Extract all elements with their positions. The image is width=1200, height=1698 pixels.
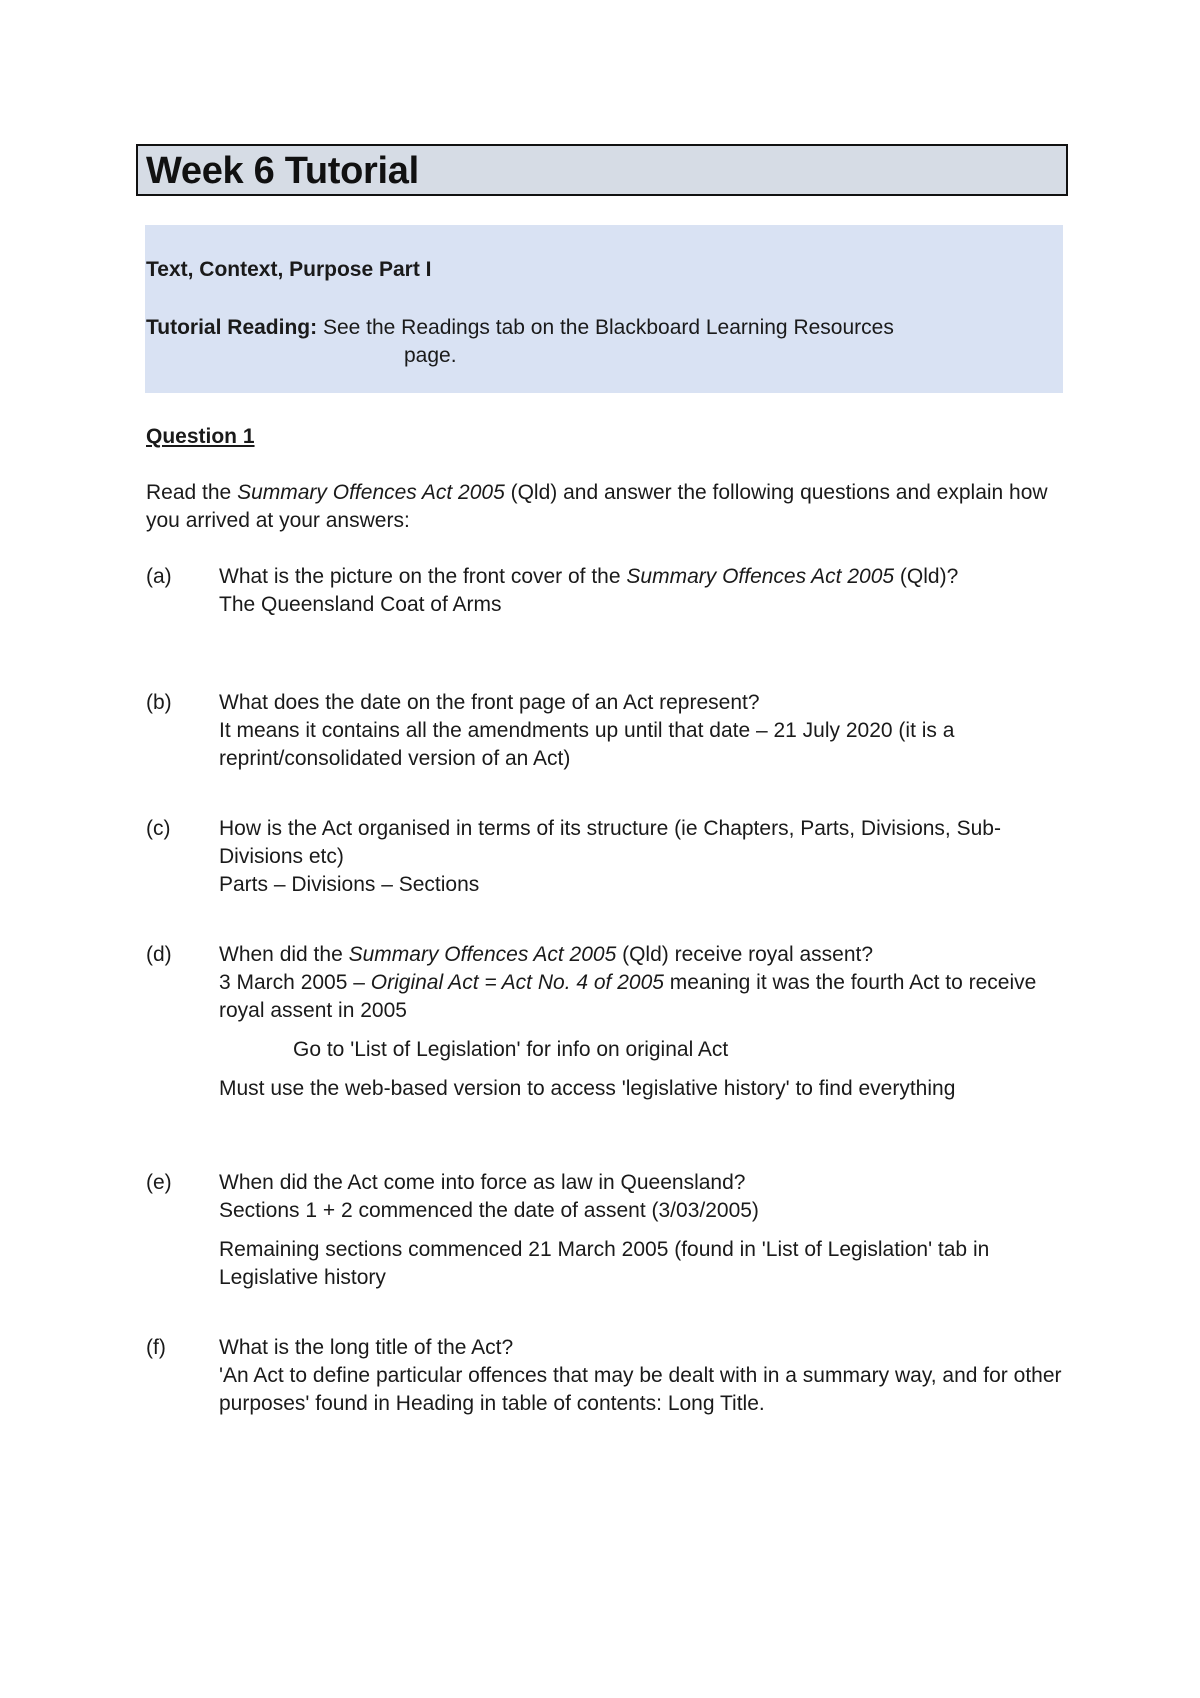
item-letter: (e) (146, 1171, 172, 1194)
item-question: What does the date on the front page of an Act represent? (219, 691, 760, 714)
intro-text: Read the (146, 481, 238, 504)
item-body (219, 941, 1064, 1103)
item-letter: (c) (146, 817, 171, 840)
title-box (136, 144, 1068, 196)
item-extra: Remaining sections commenced 21 March 2005 (found in 'List of Legislation' tab in Legislative history (219, 1238, 990, 1289)
item-body (219, 815, 1064, 899)
item-question: How is the Act organised in terms of its structure (ie Chapters, Parts, Divisions, Sub-Divisions etc) (219, 817, 1001, 868)
reading-text-continued: page. (404, 344, 457, 367)
item-question: When did the Act come into force as law in Queensland? (219, 1171, 746, 1194)
question-text-end: (Qld)? (894, 565, 959, 588)
question-text-end: (Qld) receive royal assent? (616, 943, 874, 966)
item-body (219, 689, 1064, 773)
item-answer (219, 969, 1064, 1025)
original-act-note: Original Act = Act No. 4 of 2005 (370, 971, 664, 994)
question-text: What is the picture on the front cover of the (219, 565, 627, 588)
item-question (219, 941, 1064, 969)
item-body (219, 563, 1064, 619)
item-letter: (b) (146, 691, 172, 714)
answer-text-end: meaning it was the fourth Act to receive royal assent in 2005 (219, 971, 1037, 1022)
item-answer: It means it contains all the amendments up until that date – 21 July 2020 (it is a reprint/consolidated version of an Act) (219, 719, 955, 770)
section-subtitle: Text, Context, Purpose Part I (146, 258, 432, 281)
act-title: Summary Offences Act 2005 (348, 943, 617, 966)
item-note: Go to 'List of Legislation' for info on original Act (293, 1038, 729, 1061)
page-title: Week 6 Tutorial (146, 150, 419, 192)
act-title: Summary Offences Act 2005 (237, 481, 505, 504)
reading-label: Tutorial Reading: (146, 316, 318, 339)
item-answer: 'An Act to define particular offences that may be dealt with in a summary way, and for other purposes' found in Heading in table of contents: Long Title. (219, 1364, 1062, 1415)
item-letter: (a) (146, 565, 172, 588)
reading-text: See the Readings tab on the Blackboard Learning Resources (317, 316, 894, 339)
item-answer: The Queensland Coat of Arms (219, 593, 502, 616)
item-body (219, 1169, 1064, 1292)
info-box (145, 225, 1063, 393)
answer-text: 3 March 2005 – (219, 971, 371, 994)
item-question: What is the long title of the Act? (219, 1336, 514, 1359)
item-extra: Must use the web-based version to access 'legislative history' to find everything (219, 1077, 956, 1100)
question-text: When did the (219, 943, 349, 966)
item-answer: Sections 1 + 2 commenced the date of assent (3/03/2005) (219, 1199, 759, 1222)
question-intro (146, 479, 1066, 535)
item-answer: Parts – Divisions – Sections (219, 873, 480, 896)
act-title: Summary Offences Act 2005 (626, 565, 895, 588)
question-heading: Question 1 (146, 425, 255, 448)
tutorial-reading (146, 314, 1056, 370)
intro-text-end: (Qld) and answer the following questions and explain how you arrived at your answers: (146, 481, 1048, 532)
item-body (219, 1334, 1064, 1418)
item-question (219, 563, 1064, 591)
item-letter: (f) (146, 1336, 166, 1359)
item-letter: (d) (146, 943, 172, 966)
